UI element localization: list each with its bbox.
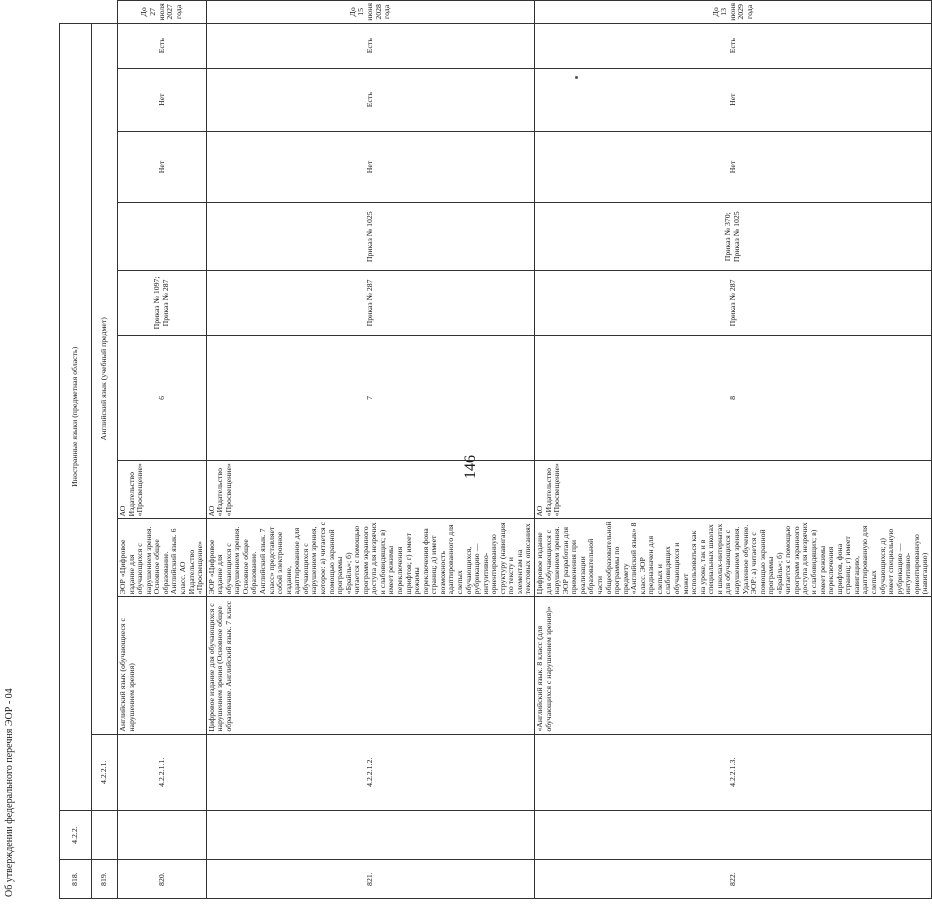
publisher: АО «Издательство «Просвещение» — [206, 461, 534, 519]
valid-until: До 13 июня 2029 года — [535, 1, 932, 24]
publisher: АО Издательство «Просвещение» — [118, 461, 207, 519]
subject-title: Английский язык (учебный предмет) — [92, 23, 118, 734]
scan-mark — [575, 76, 578, 79]
table-row-821 — [206, 1, 534, 899]
row-number: 819. — [92, 860, 118, 899]
table-row-818 — [60, 1, 92, 899]
flag-3: Есть — [535, 23, 932, 68]
row-code: 4.2.2. — [60, 810, 92, 859]
row-number: 818. — [60, 860, 92, 899]
order-2 — [118, 203, 207, 271]
row-code: 4.2.2.1. — [92, 734, 118, 810]
footnote: Об утверждении федерального перечня ЭОР - 04 — [4, 688, 15, 897]
order-2: Приказ № 370; Приказ № 1025 — [535, 203, 932, 271]
flag-2: Нет — [535, 68, 932, 131]
row-code: 4.2.2.1.1. — [118, 734, 207, 810]
publisher: АО «Издательство «Просвещение» — [535, 461, 932, 519]
order-2: Приказ № 1025 — [206, 203, 534, 271]
order-1: Приказ № 287 — [206, 271, 534, 336]
valid-until: До 27 июля 2027 года — [118, 1, 207, 24]
row-number: 820. — [118, 860, 207, 899]
flag-1: Нет — [535, 131, 932, 203]
flag-2: Есть — [206, 68, 534, 131]
flag-2: Нет — [118, 68, 207, 131]
order-1: Приказ № 287 — [535, 271, 932, 336]
item-name: «Английский язык. 8 класс (для обучающихся с нарушением зрения)» — [535, 597, 932, 734]
flag-3: Есть — [118, 23, 207, 68]
table-row-822 — [535, 1, 932, 899]
page-number: 146 — [462, 455, 479, 479]
row-code: 4.2.2.1.2. — [206, 734, 534, 810]
table-row-820 — [118, 1, 207, 899]
flag-3: Есть — [206, 23, 534, 68]
item-name: Английский язык (обучающиеся с нарушением зрения) — [118, 597, 207, 734]
item-description: ЭОР «Цифровое издание для обучающихся с нарушением зрения. Основное общее образование. Английский язык. 7 класс» представляет собой электронное издание, адаптированное для обучающихся с нарушением зрения, которое: а) читается с помощью экранной программы «Брайль»; б) читается с помощью программ экранного доступа для незрячих и слабовидящих; в) имеет режимы переключения шрифтов; г) имеет режимы переключения фона страниц; д) имеет возможность адаптированного для слепых обучающихся, рубрикацию — интуитивно-ориентированную структуру (навигация по тексту и элементам на текстовых описаниях — [206, 519, 534, 597]
item-description: Цифровое издание для обучающихся с нарушением зрения. ЭОР разработан для применения при реализации образовательной части общеобразовательной программы по предмету «Английский язык» 8 класс. ЭОР предназначен для слепых и слабовидящих обучающихся и может использоваться как на уроке, так и в специальных школах и школах-интернатах для обучающихся с нарушением зрения. Удаленное обучение. ЭОР: а) читается с помощью экранной программы «Брайль»; б) читается с помощью программ экранного доступа для незрячих и слабовидящих; в) имеет режимы переключения шрифтов, фона страниц; г) имеет навигацию, адаптированную для слепых обучающихся; д) имеет специальную рубрикацию — интуитивно-ориентированную (навигацию) — [535, 519, 932, 597]
order-1: Приказ № 1097; Приказ № 287 — [118, 271, 207, 336]
valid-until: До 15 июня 2028 года — [206, 1, 534, 24]
flag-1: Нет — [118, 131, 207, 203]
grade: 7 — [206, 335, 534, 461]
row-code: 4.2.2.1.3. — [535, 734, 932, 810]
table-row-819 — [92, 1, 118, 899]
item-description: ЭОР «Цифровое издание для обучающихся с нарушением зрения. Основное общее образование. Английский язык. 6 класс. АО Издательство «Просвещение» — [118, 519, 207, 597]
grade: 8 — [535, 335, 932, 461]
row-number: 821. — [206, 860, 534, 899]
section-title: Иностранные языки (предметная область) — [60, 23, 92, 810]
item-name: Цифровое издание для обучающихся с нарушением зрения (Основное общее образование. Английский язык. 7 класс — [206, 597, 534, 734]
flag-1: Нет — [206, 131, 534, 203]
row-number: 822. — [535, 860, 932, 899]
registry-table — [59, 0, 932, 899]
grade: 6 — [118, 335, 207, 461]
